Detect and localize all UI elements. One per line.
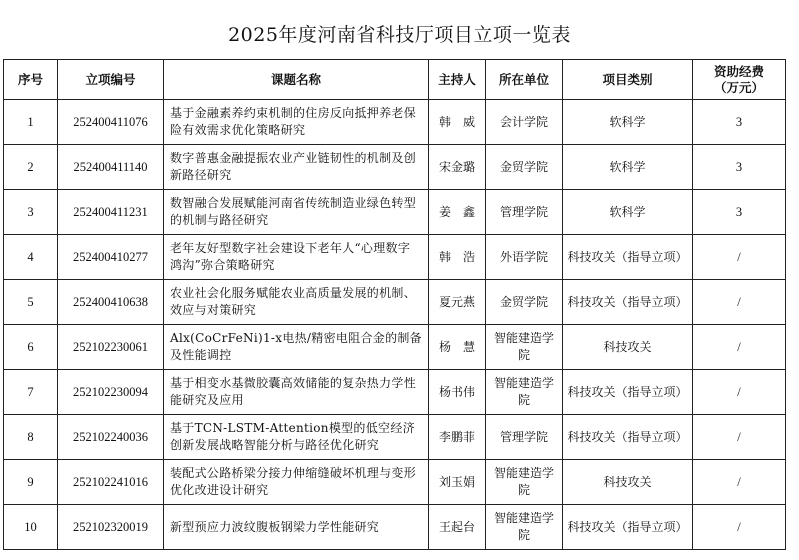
header-row: [4, 60, 786, 100]
cell-fund: /: [693, 235, 786, 280]
cell-topic: 农业社会化服务赋能农业高质量发展的机制、效应与对策研究: [164, 280, 429, 325]
header-fund: [693, 60, 786, 100]
cell-topic: 基于TCN-LSTM-Attention模型的低空经济创新发展战略智能分析与路径优化研究: [164, 415, 429, 460]
cell-fund: /: [693, 325, 786, 370]
cell-code: 252400411076: [58, 100, 164, 145]
cell-category: 软科学: [563, 145, 693, 190]
cell-category: 科技攻关: [563, 325, 693, 370]
cell-index: 7: [4, 370, 58, 415]
cell-code: 252400411231: [58, 190, 164, 235]
cell-unit: 智能建造学院: [486, 370, 563, 415]
cell-unit: 管理学院: [486, 415, 563, 460]
header-unit: 所在单位: [486, 60, 563, 100]
table-row: [4, 460, 786, 505]
header-leader: 主持人: [429, 60, 486, 100]
project-table: [3, 59, 786, 550]
header-topic: 课题名称: [164, 60, 429, 100]
cell-topic: Alx(CoCrFeNi)1-x电热/精密电阻合金的制备及性能调控: [164, 325, 429, 370]
cell-fund: /: [693, 415, 786, 460]
cell-index: 9: [4, 460, 58, 505]
cell-fund: 3: [693, 100, 786, 145]
cell-category: 科技攻关（指导立项）: [563, 415, 693, 460]
cell-topic: 数字普惠金融提振农业产业链韧性的机制及创新路径研究: [164, 145, 429, 190]
cell-leader: 王起台: [429, 505, 486, 550]
cell-index: 5: [4, 280, 58, 325]
cell-unit: 金贸学院: [486, 145, 563, 190]
header-fund-line1: 资助经费: [713, 63, 764, 79]
cell-topic: 数智融合发展赋能河南省传统制造业绿色转型的机制与路径研究: [164, 190, 429, 235]
cell-leader: 杨书伟: [429, 370, 486, 415]
cell-unit: 会计学院: [486, 100, 563, 145]
cell-leader: 宋金璐: [429, 145, 486, 190]
cell-unit: 智能建造学院: [486, 460, 563, 505]
cell-topic: 基于相变水基微胶囊高效储能的复杂热力学性能研究及应用: [164, 370, 429, 415]
cell-fund: /: [693, 370, 786, 415]
cell-fund: /: [693, 460, 786, 505]
cell-category: 科技攻关: [563, 460, 693, 505]
cell-category: 软科学: [563, 190, 693, 235]
cell-code: 252400411140: [58, 145, 164, 190]
cell-leader: 李鹏菲: [429, 415, 486, 460]
cell-index: 3: [4, 190, 58, 235]
cell-leader: 姜 鑫: [429, 190, 486, 235]
cell-fund: /: [693, 280, 786, 325]
cell-index: 8: [4, 415, 58, 460]
cell-category: 软科学: [563, 100, 693, 145]
cell-topic: 老年友好型数字社会建设下老年人“心理数字鸿沟”弥合策略研究: [164, 235, 429, 280]
table-row: [4, 370, 786, 415]
table-row: [4, 100, 786, 145]
header-fund-line2: （万元）: [713, 79, 764, 95]
table-row: [4, 235, 786, 280]
cell-fund: 3: [693, 190, 786, 235]
cell-leader: 刘玉娟: [429, 460, 486, 505]
cell-leader: 韩 浩: [429, 235, 486, 280]
cell-unit: 管理学院: [486, 190, 563, 235]
table-row: [4, 505, 786, 550]
cell-category: 科技攻关（指导立项）: [563, 235, 693, 280]
cell-leader: 夏元燕: [429, 280, 486, 325]
table-row: [4, 415, 786, 460]
cell-leader: 杨 慧: [429, 325, 486, 370]
cell-index: 4: [4, 235, 58, 280]
cell-category: 科技攻关（指导立项）: [563, 370, 693, 415]
table-row: [4, 145, 786, 190]
cell-unit: 智能建造学院: [486, 325, 563, 370]
cell-code: 252102230094: [58, 370, 164, 415]
cell-fund: 3: [693, 145, 786, 190]
header-category: 项目类别: [563, 60, 693, 100]
cell-topic: 基于金融素养约束机制的住房反向抵押养老保险有效需求优化策略研究: [164, 100, 429, 145]
cell-code: 252102241016: [58, 460, 164, 505]
cell-code: 252400410277: [58, 235, 164, 280]
cell-index: 6: [4, 325, 58, 370]
header-index: 序号: [4, 60, 58, 100]
cell-topic: 装配式公路桥梁分接力伸缩缝破坏机理与变形优化改进设计研究: [164, 460, 429, 505]
cell-index: 10: [4, 505, 58, 550]
cell-category: 科技攻关（指导立项）: [563, 280, 693, 325]
page-title: 2025年度河南省科技厅项目立项一览表: [228, 24, 571, 46]
header-code: 立项编号: [58, 60, 164, 100]
cell-code: 252102240036: [58, 415, 164, 460]
table-row: [4, 190, 786, 235]
cell-code: 252102230061: [58, 325, 164, 370]
cell-unit: 金贸学院: [486, 280, 563, 325]
table-row: [4, 280, 786, 325]
cell-topic: 新型预应力波纹腹板钢梁力学性能研究: [164, 505, 429, 550]
cell-unit: 外语学院: [486, 235, 563, 280]
cell-code: 252400410638: [58, 280, 164, 325]
cell-unit: 智能建造学院: [486, 505, 563, 550]
cell-index: 2: [4, 145, 58, 190]
cell-leader: 韩 威: [429, 100, 486, 145]
table-row: [4, 325, 786, 370]
cell-fund: /: [693, 505, 786, 550]
cell-index: 1: [4, 100, 58, 145]
cell-category: 科技攻关（指导立项）: [563, 505, 693, 550]
cell-code: 252102320019: [58, 505, 164, 550]
